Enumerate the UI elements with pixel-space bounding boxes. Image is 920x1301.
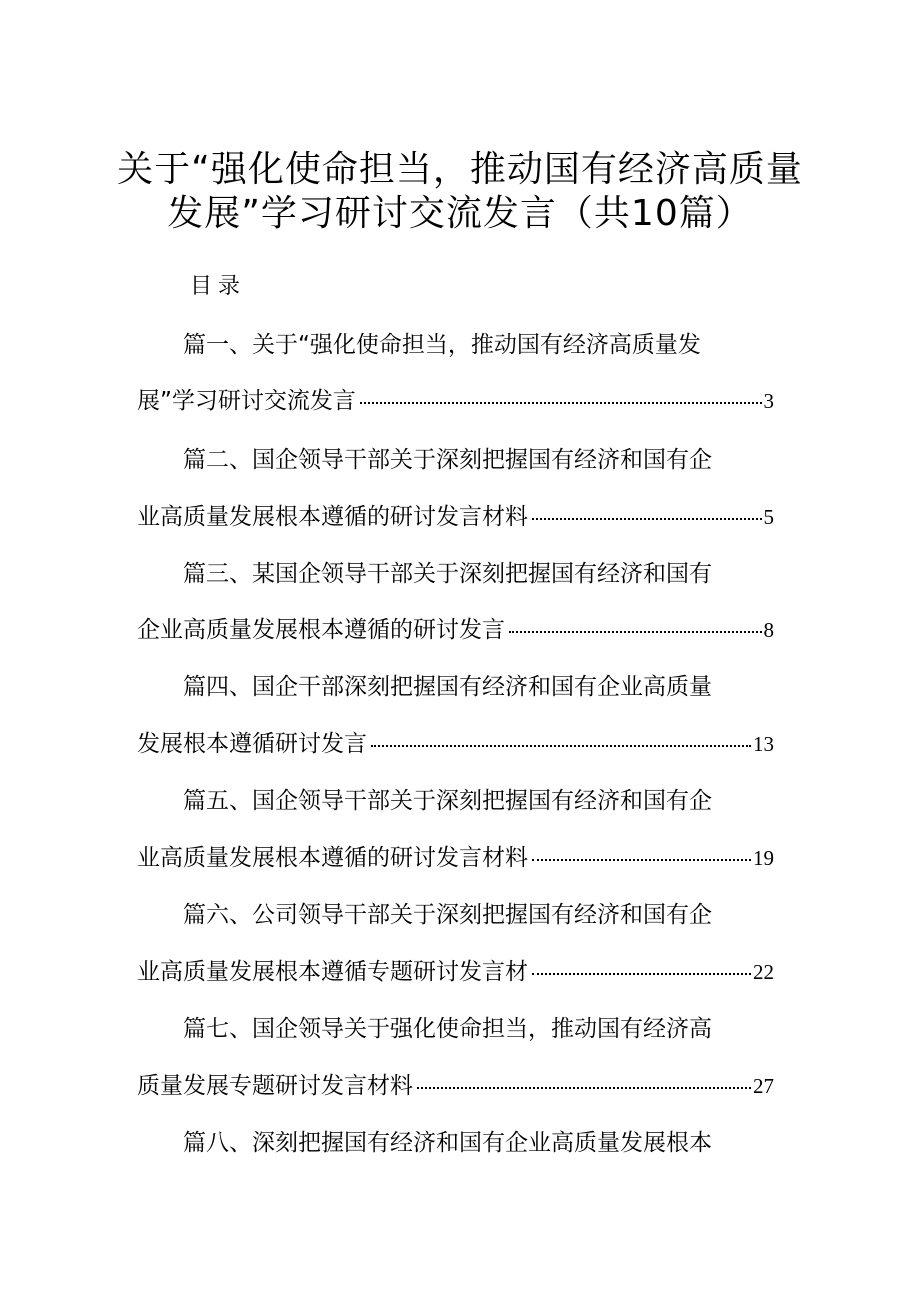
toc-page-number: 3: [763, 389, 774, 413]
toc-entry-6-line-2[interactable]: [137, 955, 774, 989]
toc-entry-1-line-1[interactable]: 篇一、关于“强化使命担当，推动国有经济高质量发: [183, 332, 701, 358]
toc-heading: 目录: [190, 274, 247, 299]
dot-leader: [371, 745, 751, 747]
dot-leader: [360, 402, 762, 404]
toc-entry-3-line-2[interactable]: [137, 613, 774, 647]
toc-entry-8-line-1[interactable]: 篇八、深刻把握国有经济和国有企业高质量发展根本: [183, 1130, 712, 1156]
toc-entry-4-line-1[interactable]: 篇四、国企干部深刻把握国有经济和国有企业高质量: [183, 674, 712, 700]
toc-entry-7-line-1[interactable]: 篇七、国企领导关于强化使命担当，推动国有经济高: [183, 1016, 712, 1042]
toc-entry-2-line-1[interactable]: 篇二、国企领导干部关于深刻把握国有经济和国有企: [183, 447, 712, 473]
document-title-line-1: 关于“强化使命担当，推动国有经济高质量: [117, 149, 803, 190]
toc-entry-text: 业高质量发展根本遵循的研讨发言材料: [137, 504, 528, 530]
toc-entry-5-line-1[interactable]: 篇五、国企领导干部关于深刻把握国有经济和国有企: [183, 788, 712, 814]
toc-entry-text: 业高质量发展根本遵循的研讨发言材料: [137, 845, 528, 871]
toc-entry-1-line-2[interactable]: [137, 384, 774, 418]
toc-page-number: 5: [763, 505, 774, 529]
toc-entry-3-line-1[interactable]: 篇三、某国企领导干部关于深刻把握国有经济和国有: [183, 561, 712, 587]
dot-leader: [532, 518, 762, 520]
dot-leader: [532, 859, 751, 861]
toc-entry-7-line-2[interactable]: [137, 1069, 774, 1103]
toc-entry-2-line-2[interactable]: [137, 500, 774, 534]
toc-page-number: 13: [753, 732, 774, 756]
dot-leader: [417, 1087, 751, 1089]
toc-entry-text: 发展根本遵循研讨发言: [137, 731, 367, 757]
dot-leader: [509, 631, 762, 633]
document-title-line-2: 发展”学习研讨交流发言（共10篇）: [167, 193, 753, 234]
toc-page-number: 8: [763, 618, 774, 642]
toc-entry-text: 企业高质量发展根本遵循的研讨发言: [137, 617, 505, 643]
toc-entry-text: 质量发展专题研讨发言材料: [137, 1073, 413, 1099]
toc-entry-6-line-1[interactable]: 篇六、公司领导干部关于深刻把握国有经济和国有企: [183, 902, 712, 928]
toc-page-number: 19: [753, 846, 774, 870]
toc-entry-text: 展”学习研讨交流发言: [137, 388, 356, 414]
toc-entry-text: 业高质量发展根本遵循专题研讨发言材: [137, 959, 528, 985]
toc-page-number: 27: [753, 1074, 774, 1098]
toc-page-number: 22: [753, 960, 774, 984]
toc-entry-4-line-2[interactable]: [137, 727, 774, 761]
dot-leader: [532, 973, 751, 975]
toc-entry-5-line-2[interactable]: [137, 841, 774, 875]
